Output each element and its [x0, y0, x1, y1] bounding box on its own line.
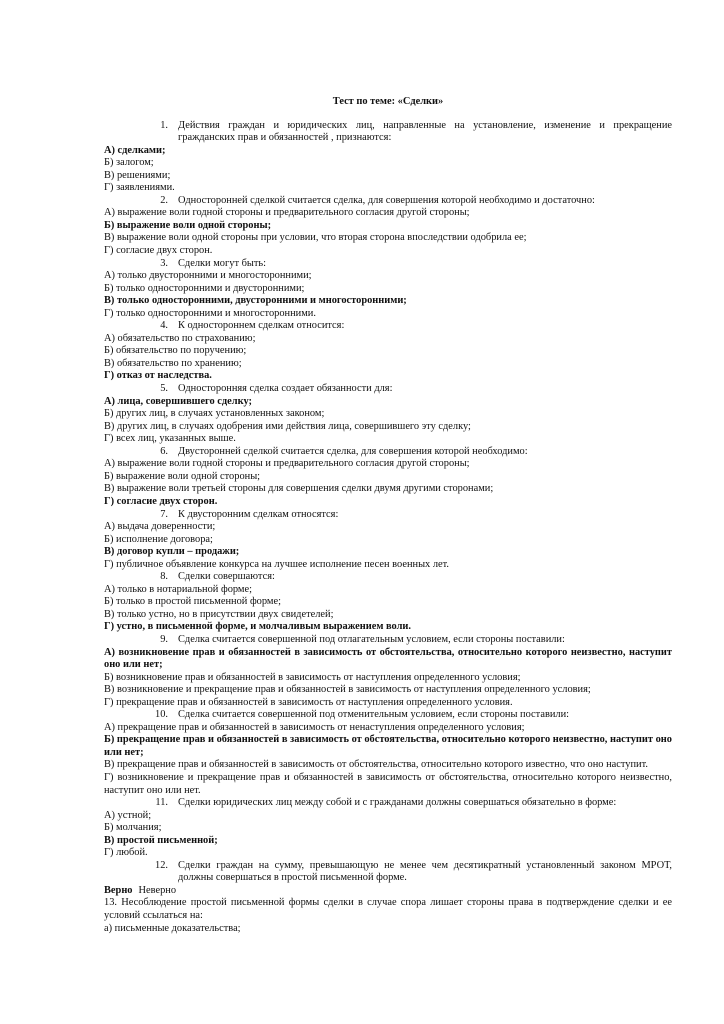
answer-option: Б) прекращение прав и обязанностей в зависимость от обстоятельства, относительно которого неизвестно, наступит оно или нет;: [104, 734, 672, 758]
answer-option: а) письменные доказательства;: [104, 922, 241, 934]
question-6: [148, 446, 672, 459]
question-text: Односторонней сделкой считается сделка, для совершения которой необходимо и достаточно:: [178, 194, 595, 206]
question-text: Сделки совершаются:: [178, 571, 275, 583]
answer-option: Б) выражение воли одной стороны;: [104, 219, 272, 231]
answer-false: Неверно: [138, 884, 177, 896]
answer-true: Верно: [104, 884, 133, 896]
answer-option: А) выражение воли годной стороны и предварительного согласия другой стороны;: [104, 207, 470, 219]
answer-option: Г) только односторонними и многосторонними.: [104, 307, 316, 319]
answer-option: А) прекращение прав и обязанностей в зависимость от ненаступления определенного условия;: [104, 721, 525, 733]
question-number: 11.: [155, 797, 168, 809]
answer-option: Г) возникновение и прекращение прав и обязанностей в зависимость от обстоятельства, относительно которого неизвестно, наступит оно или нет.: [104, 771, 672, 796]
answer-option: Б) обязательство по поручению;: [104, 345, 247, 357]
question-3: [148, 258, 672, 271]
question-text: Односторонняя сделка создает обязанности для:: [178, 383, 393, 395]
question-number: 6.: [160, 445, 168, 457]
answer-option: В) возникновение и прекращение прав и обязанностей в зависимость от наступления определенного условия;: [104, 684, 591, 696]
question-7: [148, 509, 672, 522]
answer-option: Г) отказ от наследства.: [104, 370, 212, 382]
answer-option: В) только устно, но в присутствии двух свидетелей;: [104, 608, 334, 620]
question-number: 1.: [160, 119, 168, 131]
answer-option: В) других лиц, в случаях одобрения ими действия лица, совершившего эту сделку;: [104, 420, 471, 432]
answer-option: Г) заявлениями.: [104, 182, 175, 194]
question-2: [148, 195, 672, 208]
answer-option: А) только двусторонними и многосторонними;: [104, 270, 312, 282]
question-number: 2.: [160, 194, 168, 206]
answer-option: Б) других лиц, в случаях установленных законом;: [104, 408, 325, 420]
answer-option: А) выдача доверенности;: [104, 521, 216, 533]
answer-option: В) выражение воли одной стороны при условии, что вторая сторона впоследствии одобрила ее;: [104, 232, 527, 244]
answer-option: Б) исполнение договора;: [104, 533, 213, 545]
answer-option: А) сделками;: [104, 144, 166, 156]
question-9: [148, 634, 672, 647]
answer-option: Б) залогом;: [104, 157, 154, 169]
question-number: 4.: [160, 320, 168, 332]
answer-option: А) выражение воли годной стороны и предварительного согласия другой стороны;: [104, 458, 470, 470]
answer-option: Г) согласие двух сторон.: [104, 245, 213, 257]
answer-option: Б) выражение воли одной стороны;: [104, 470, 261, 482]
question-12: [148, 860, 672, 885]
question-text: Сделки юридических лиц между собой и с гражданами должны совершаться обязательно в форме:: [178, 797, 617, 809]
answer-option: Б) возникновение прав и обязанностей в зависимость от наступления определенного условия;: [104, 671, 521, 683]
answer-option: Б) молчания;: [104, 822, 162, 834]
answer-option: Г) всех лиц, указанных выше.: [104, 433, 236, 445]
answer-option: А) обязательство по страхованию;: [104, 332, 256, 344]
question-number: 8.: [160, 571, 168, 583]
answer-option: В) простой письменной;: [104, 834, 218, 846]
question-5: [148, 383, 672, 396]
question-10: [148, 709, 672, 722]
question-text: К двусторонним сделкам относятся:: [178, 508, 339, 520]
answer-option: Б) только односторонними и двусторонними;: [104, 282, 305, 294]
page-title: Тест по теме: «Сделки»: [332, 96, 444, 107]
question-number: 7.: [160, 508, 168, 520]
question-13: 13. Несоблюдение простой письменной формы сделки в случае спора лишает стороны права в подтверждение сделки и ее условий ссылаться на:: [104, 897, 672, 921]
answer-option: А) лица, совершившего сделку;: [104, 395, 252, 407]
answer-option: В) договор купли – продажи;: [104, 546, 240, 558]
answer-option: Г) согласие двух сторон.: [104, 495, 218, 507]
question-11: [148, 797, 672, 810]
question-text: Действия граждан и юридических лиц, направленные на установление, изменение и прекращение гражданских прав и обязанностей , признаются:: [178, 119, 672, 144]
question-text: Сделка считается совершенной под отменительным условием, если стороны поставили:: [178, 709, 570, 721]
question-text: Сделки граждан на сумму, превышающую не менее чем десятикратный установленный законом МРОТ, должны совершаться в простой письменной форме.: [178, 859, 672, 884]
answer-option: Г) прекращение прав и обязанностей в зависимость от наступления определенного условия.: [104, 696, 513, 708]
true-false-answer: [104, 885, 672, 898]
answer-option: Г) публичное объявление конкурса на лучшее исполнение песен военных лет.: [104, 558, 449, 570]
question-1: [148, 120, 672, 145]
question-number: 10.: [155, 709, 168, 721]
question-number: 12.: [155, 859, 168, 871]
answer-option: А) только в нотариальной форме;: [104, 583, 252, 595]
question-8: [148, 571, 672, 584]
answer-option: В) прекращение прав и обязанностей в зависимость от обстоятельства, относительно которого известно, что оно наступит.: [104, 759, 648, 771]
question-text: К одностороннем сделкам относится:: [178, 320, 345, 332]
question-4: [148, 320, 672, 333]
document-content: [104, 96, 672, 935]
answer-option: В) выражение воли третьей стороны для совершения сделки двумя другими сторонами;: [104, 483, 494, 495]
answer-option: В) решениями;: [104, 169, 171, 181]
answer-option: А) устной;: [104, 809, 152, 821]
question-number: 9.: [160, 633, 168, 645]
answer-option: Г) любой.: [104, 847, 148, 859]
question-text: Сделка считается совершенной под отлагательным условием, если стороны поставили:: [178, 633, 565, 645]
question-number: 5.: [160, 383, 168, 395]
question-text: Двусторонней сделкой считается сделка, для совершения которой необходимо:: [178, 445, 528, 457]
answer-option: А) возникновение прав и обязанностей в зависимость от обстоятельства, относительно которого неизвестно, наступит оно или нет;: [104, 646, 672, 671]
question-number: 3.: [160, 257, 168, 269]
answer-option: Б) только в простой письменной форме;: [104, 596, 281, 608]
question-text: Сделки могут быть:: [178, 257, 267, 269]
answer-option: Г) устно, в письменной форме, и молчаливым выражением воли.: [104, 621, 412, 633]
answer-option: В) обязательство по хранению;: [104, 357, 242, 369]
answer-option: В) только односторонними, двусторонними и многосторонними;: [104, 295, 407, 307]
